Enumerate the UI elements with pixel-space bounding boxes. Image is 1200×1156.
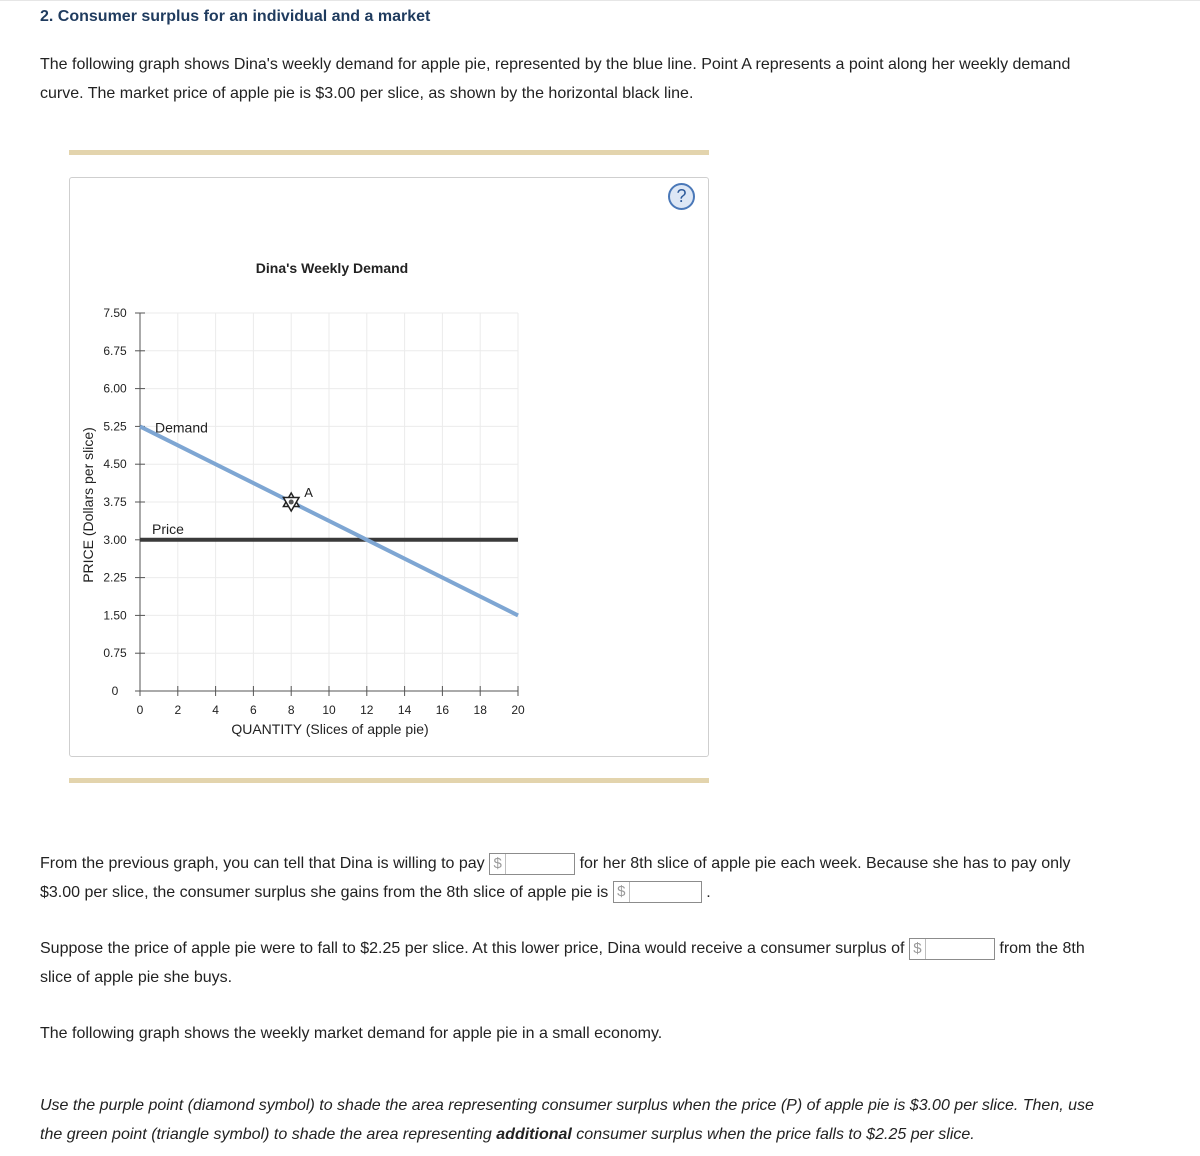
y-tick-label: 4.50 [103,457,127,472]
x-tick-label: 8 [287,703,295,717]
currency-symbol: $ [910,939,926,959]
price-label: Price [152,520,184,537]
x-tick-label: 12 [360,703,374,717]
y-tick-label: 5.25 [103,419,127,434]
instructions-emphasis: additional [496,1125,572,1143]
y-tick-label: 2.25 [103,570,127,585]
lower-price-surplus-input[interactable] [927,940,991,958]
instructions [40,1092,1130,1149]
x-tick-label: 14 [397,703,412,717]
y-tick-label: 3.00 [103,532,127,547]
x-tick-label: 4 [212,703,219,717]
market-intro: The following graph shows the weekly market demand for apple pie in a small economy. [40,1025,663,1042]
y-tick-label: 1.50 [103,608,127,623]
q1-text-a: From the previous graph, you can tell that Dina is willing to pay [40,855,485,872]
q2-text-a: Suppose the price of apple pie were to fall to $2.25 per slice. At this lower price, Dina would receive a consumer surplus of [40,940,905,957]
x-tick-label: 0 [136,703,144,717]
currency-symbol: $ [490,854,506,874]
x-tick-label: 2 [174,703,182,717]
y-tick-label: 3.75 [103,495,127,509]
x-tick-label: 6 [250,703,257,717]
consumer-surplus-field[interactable] [613,881,702,903]
y-tick-label: 6.00 [103,381,127,396]
x-tick-label: 20 [511,703,525,717]
instructions-line-1: Use the purple point (diamond symbol) to shade the area representing consumer surplus when the price (P) of apple pie is $3.00 per slice. Then, use [40,1097,1094,1114]
x-tick-label: 18 [473,703,487,717]
intro-line-2: curve. The market price of apple pie is $3.00 per slice, as shown by the horizontal black line. [40,84,694,102]
lower-price-surplus-field[interactable] [909,938,995,960]
y-tick-label: 6.75 [103,343,127,358]
q2-text-c: slice of apple pie she buys. [40,968,233,986]
section-title: 2. Consumer surplus for an individual and a market [40,8,431,25]
q1-text-c: $3.00 per slice, the consumer surplus she gains from the 8th slice of apple pie is [40,883,609,901]
instructions-line-2b: consumer surplus when the price falls to $2.25 per slice. [576,1125,975,1143]
intro-line-1: The following graph shows Dina's weekly demand for apple pie, represented by the blue line. Point A represents a point along her weekly demand [40,56,1071,73]
graph-bottom-bar [69,778,709,783]
point-a-marker [289,500,294,505]
x-tick-label: 10 [322,703,336,717]
help-button[interactable]: ? [668,183,695,210]
grid-layer [140,313,518,691]
x-axis-label: QUANTITY (Slices of apple pie) [231,721,429,737]
y-axis-label: PRICE (Dollars per slice) [80,427,96,583]
willing-to-pay-field[interactable] [489,853,575,875]
label-layer [152,419,313,536]
y-tick-label: 0 [111,684,119,698]
demand-label: Demand [155,419,208,436]
q1-text-b: for her 8th slice of apple pie each week. Because she has to pay only [579,855,1071,872]
consumer-surplus-input[interactable] [631,883,698,901]
q2-text-b: from the 8th [999,940,1085,957]
point-a-label: A [304,485,313,500]
y-tick-label: 0.75 [103,646,127,661]
x-tick-label: 16 [435,703,450,717]
willing-to-pay-input[interactable] [507,855,571,873]
chart-title: Dina's Weekly Demand [255,260,409,276]
question-1 [40,850,1130,907]
currency-symbol: $ [614,882,630,902]
y-tick-label: 7.50 [103,306,127,320]
q1-text-d: . [706,883,711,901]
instructions-line-2a: the green point (triangle symbol) to shade the area representing [40,1125,492,1143]
question-2 [40,935,1130,992]
